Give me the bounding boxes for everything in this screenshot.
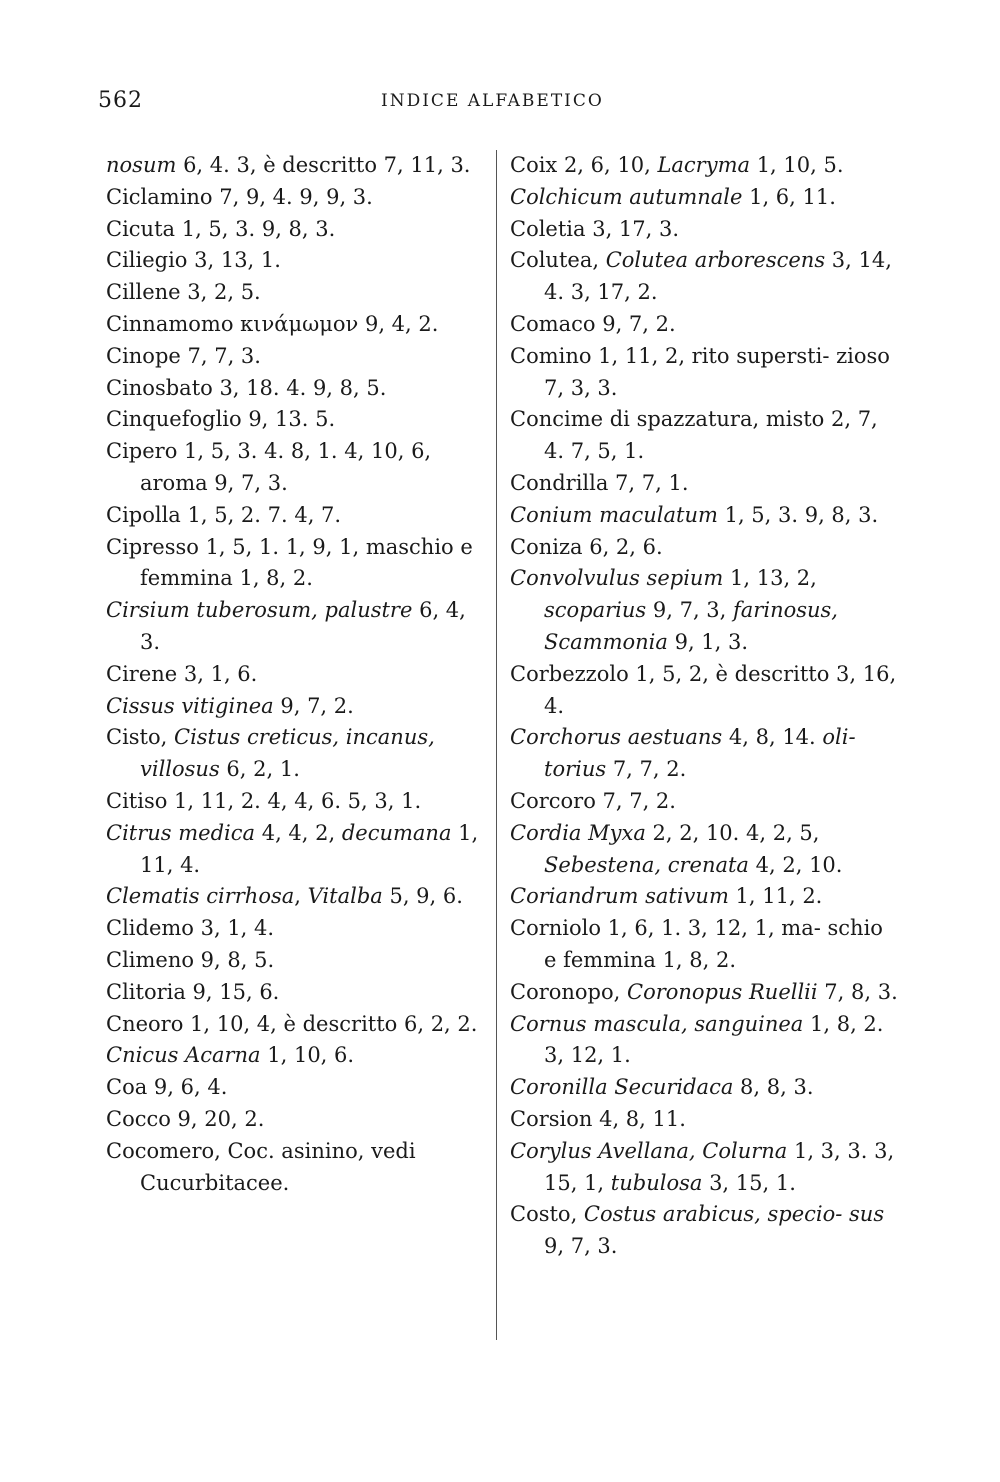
index-entry bbox=[510, 1072, 902, 1104]
index-entry bbox=[510, 1009, 902, 1073]
index-entry bbox=[510, 563, 902, 658]
entry-text: Cipolla 1, 5, 2. 7. 4, 7. bbox=[106, 502, 342, 527]
entry-text: Ciclamino 7, 9, 4. 9, 9, 3. bbox=[106, 184, 373, 209]
index-entry bbox=[106, 436, 491, 500]
entry-text: 8, 8, 3. bbox=[733, 1075, 814, 1100]
entry-text: 3, 14, 4. 3, 17, 2. bbox=[544, 248, 892, 305]
index-entry bbox=[510, 214, 902, 246]
index-entry bbox=[510, 150, 902, 182]
entry-text-italic: Convolvulus sepium bbox=[510, 566, 724, 591]
index-entry bbox=[106, 945, 491, 977]
index-entry bbox=[106, 1072, 491, 1104]
index-entry bbox=[106, 373, 491, 405]
entry-text: 1, 10, 5. bbox=[750, 153, 844, 177]
index-entry bbox=[106, 659, 491, 691]
page-number: 562 bbox=[98, 88, 143, 113]
entry-text: , bbox=[294, 884, 308, 909]
index-entry bbox=[510, 182, 902, 214]
entry-text: 1, 10, 6. bbox=[260, 1043, 355, 1068]
index-entry bbox=[510, 913, 902, 977]
index-entry bbox=[510, 1104, 902, 1136]
entry-text: Comaco 9, 7, 2. bbox=[510, 311, 676, 336]
entry-text: 7, 7, 2. bbox=[606, 757, 687, 782]
index-entry bbox=[510, 468, 902, 500]
entry-text-italic: tubulosa bbox=[610, 1170, 703, 1195]
entry-text: Coniza 6, 2, 6. bbox=[510, 534, 663, 559]
entry-text: Condrilla 7, 7, 1. bbox=[510, 470, 689, 495]
entry-text-italic: Costus arabicus, specio- sus bbox=[583, 1202, 885, 1227]
entry-text: Cipresso 1, 5, 1. 1, 9, 1, maschio e femmina 1, 8, 2. bbox=[106, 534, 473, 591]
entry-text-italic: Cistus creticus, incanus, villosus bbox=[140, 725, 435, 782]
entry-text: Coa 9, 6, 4. bbox=[106, 1075, 228, 1100]
page-header bbox=[98, 88, 883, 120]
entry-text: 4, 4, 2, bbox=[255, 820, 342, 845]
entry-text-italic: Coriandrum sativum bbox=[510, 884, 729, 909]
entry-text: Corbezzolo 1, 5, 2, è descritto 3, 16, 4. bbox=[510, 661, 897, 718]
index-entry bbox=[510, 1136, 902, 1200]
entry-text: 3, 15, 1. bbox=[702, 1170, 796, 1195]
index-entry bbox=[106, 404, 491, 436]
index-entry bbox=[106, 1040, 491, 1072]
entry-text: Cinnamomo κινάμωμον 9, 4, 2. bbox=[106, 311, 439, 336]
index-entry bbox=[106, 150, 491, 182]
index-entry bbox=[510, 341, 902, 405]
entry-text-italic: Coronilla Securidaca bbox=[510, 1075, 734, 1100]
index-entry bbox=[106, 818, 491, 882]
index-entry bbox=[106, 691, 491, 723]
entry-text: 7, 8, 3. bbox=[817, 979, 898, 1004]
entry-text: Corsion 4, 8, 11. bbox=[510, 1106, 686, 1131]
entry-text-italic: Cnicus Acarna bbox=[106, 1043, 261, 1068]
index-entry bbox=[106, 214, 491, 246]
entry-text-italic: Cissus vitiginea bbox=[106, 693, 274, 718]
index-entry bbox=[106, 532, 491, 596]
entry-text: Concime di spazzatura, misto 2, 7, 4. 7, 5, 1. bbox=[510, 407, 878, 464]
index-entry bbox=[510, 500, 902, 532]
index-entry bbox=[510, 818, 902, 882]
index-entry bbox=[510, 977, 902, 1009]
entry-text-italic: Citrus medica bbox=[106, 820, 256, 845]
entry-text-italic: nosum bbox=[106, 153, 177, 177]
entry-text: Citiso 1, 11, 2. 4, 4, 6. 5, 3, 1. bbox=[106, 788, 422, 813]
entry-text: Clitoria 9, 15, 6. bbox=[106, 979, 280, 1004]
entry-text: Cicuta 1, 5, 3. 9, 8, 3. bbox=[106, 216, 336, 241]
entry-text: 1, 5, 3. 9, 8, 3. bbox=[717, 502, 879, 527]
entry-text: Coix 2, 6, 10, bbox=[510, 153, 658, 177]
entry-text-italic: Corylus Avellana, Colurna bbox=[510, 1138, 788, 1163]
entry-text: Cisto, bbox=[106, 725, 174, 750]
entry-text-italic: scoparius bbox=[544, 598, 647, 623]
entry-text: 4, 8, 14. bbox=[722, 725, 823, 750]
entry-text: Coletia 3, 17, 3. bbox=[510, 216, 680, 241]
entry-text: Colutea, bbox=[510, 248, 606, 273]
entry-text: 1, 8, 2. 3, 12, 1. bbox=[544, 1011, 884, 1068]
entry-text: Cillene 3, 2, 5. bbox=[106, 280, 261, 305]
index-entry bbox=[106, 881, 491, 913]
entry-text-italic: Cornus mascula, sanguinea bbox=[510, 1011, 804, 1036]
index-entry bbox=[106, 500, 491, 532]
entry-text: 2, 2, 10. 4, 2, 5, bbox=[645, 820, 820, 845]
entry-text: Cinosbato 3, 18. 4. 9, 8, 5. bbox=[106, 375, 387, 400]
entry-text: Climeno 9, 8, 5. bbox=[106, 947, 275, 972]
entry-text: 6, 4. 3, è descritto 7, 11, 3. bbox=[176, 153, 471, 177]
entry-text: 1, 11, 4. bbox=[140, 820, 479, 877]
entry-text: Costo, bbox=[510, 1202, 584, 1227]
running-title: INDICE ALFABETICO bbox=[381, 91, 604, 111]
index-entry bbox=[106, 277, 491, 309]
index-entry bbox=[510, 722, 902, 786]
entry-text-italic: oli- torius bbox=[544, 725, 856, 782]
index-entry bbox=[106, 1009, 491, 1041]
entry-text-italic: Clematis cirrhosa bbox=[106, 884, 295, 909]
entry-text: 9, 7, 3. bbox=[544, 1234, 618, 1259]
entry-text-italic: farinosus, Scammonia bbox=[544, 598, 838, 654]
index-entry bbox=[510, 1199, 902, 1263]
index-entry bbox=[510, 245, 902, 309]
entry-text-italic: Colchicum autumnale bbox=[510, 184, 743, 209]
entry-text-italic: Vitalba bbox=[307, 884, 383, 909]
index-entry bbox=[106, 977, 491, 1009]
entry-text: 1, 13, 2, bbox=[723, 566, 817, 591]
index-entry bbox=[106, 309, 491, 341]
index-entry bbox=[106, 1104, 491, 1136]
entry-text: Cipero 1, 5, 3. 4. 8, 1. 4, 10, 6, aroma 9, 7, 3. bbox=[106, 439, 432, 495]
index-entry bbox=[106, 722, 491, 786]
index-entry bbox=[106, 595, 491, 659]
entry-text: 6, 4, 3. bbox=[140, 598, 466, 654]
entry-text-italic: Conium maculatum bbox=[510, 502, 718, 527]
entry-text: Cocco 9, 20, 2. bbox=[106, 1106, 265, 1131]
entry-text: 9, 1, 3. bbox=[667, 629, 749, 654]
entry-text: Corniolo 1, 6, 1. 3, 12, 1, ma- schio e femmina 1, 8, 2. bbox=[510, 916, 883, 972]
entry-text: Cirene 3, 1, 6. bbox=[106, 661, 258, 686]
right-index-column bbox=[510, 150, 902, 1263]
index-entry bbox=[510, 659, 902, 723]
entry-text: 1, 11, 2. bbox=[728, 884, 823, 909]
entry-text: 1, 3, 3. 3, 15, 1, bbox=[544, 1138, 895, 1195]
entry-text: 5, 9, 6. bbox=[382, 884, 463, 909]
index-entry bbox=[106, 1136, 491, 1200]
entry-text-italic: Corchorus aestuans bbox=[510, 725, 723, 750]
entry-text-italic: Lacryma bbox=[657, 153, 751, 177]
entry-text: Cocomero, Coc. asinino, vedi Cucurbitacee. bbox=[106, 1138, 416, 1195]
index-entry bbox=[106, 341, 491, 373]
entry-text: Corcoro 7, 7, 2. bbox=[510, 788, 676, 813]
left-index-column bbox=[106, 150, 491, 1199]
entry-text: Ciliegio 3, 13, 1. bbox=[106, 248, 281, 273]
entry-text: 4, 2, 10. bbox=[748, 852, 843, 877]
entry-text: Cinope 7, 7, 3. bbox=[106, 343, 261, 368]
entry-text-italic: Colutea arborescens bbox=[605, 248, 826, 273]
index-entry bbox=[106, 913, 491, 945]
entry-text: 9, 7, 2. bbox=[273, 693, 354, 718]
index-entry bbox=[106, 245, 491, 277]
column-divider bbox=[496, 150, 497, 1340]
entry-text-italic: Cirsium tuberosum, palustre bbox=[106, 598, 413, 623]
entry-text-italic: Coronopus Ruellii bbox=[627, 979, 818, 1004]
index-entry bbox=[510, 532, 902, 564]
entry-text: Cneoro 1, 10, 4, è descritto 6, 2, 2. bbox=[106, 1011, 478, 1036]
entry-text: Clidemo 3, 1, 4. bbox=[106, 916, 275, 941]
index-entry bbox=[510, 786, 902, 818]
entry-text: 6, 2, 1. bbox=[219, 757, 300, 782]
entry-text: Comino 1, 11, 2, rito supersti- zioso 7, 3, 3. bbox=[510, 343, 890, 400]
entry-text: 9, 7, 3, bbox=[646, 598, 734, 623]
entry-text-italic: Sebestena, crenata bbox=[544, 852, 749, 877]
index-entry bbox=[510, 404, 902, 468]
entry-text: 1, 6, 11. bbox=[742, 184, 836, 209]
index-entry bbox=[510, 881, 902, 913]
entry-text-italic: Cordia Myxa bbox=[510, 820, 646, 845]
entry-text-italic: decumana bbox=[341, 820, 452, 845]
index-entry bbox=[106, 786, 491, 818]
entry-text: Coronopo, bbox=[510, 979, 627, 1004]
entry-text: Cinquefoglio 9, 13. 5. bbox=[106, 407, 336, 432]
index-entry bbox=[106, 182, 491, 214]
index-entry bbox=[510, 309, 902, 341]
